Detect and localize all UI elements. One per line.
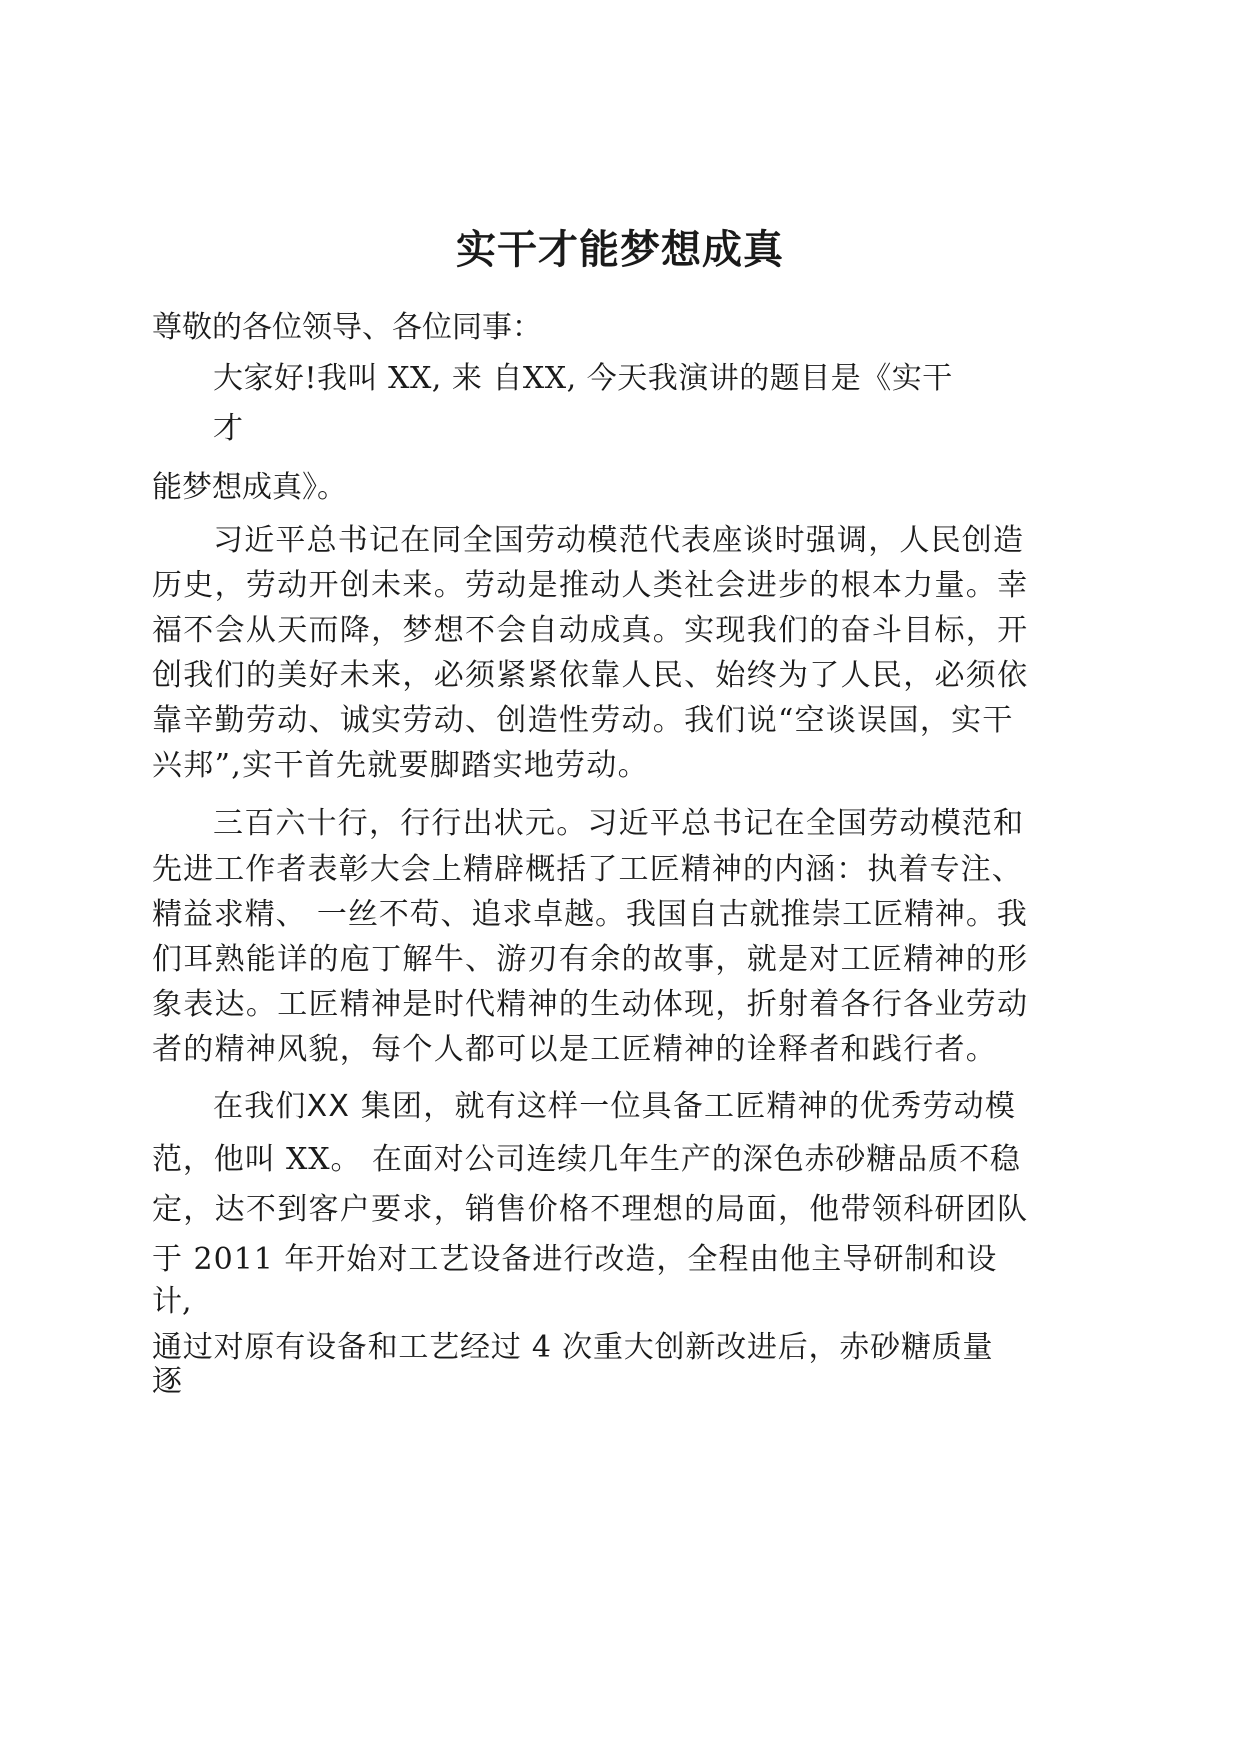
intro-line-2: 才 [213,411,243,446]
paragraph-4-text: 集团，就有这样一位具备工匠精神的优秀劳动模 [350,1089,1017,1124]
paragraph-2-line: 习近平总书记在同全国劳动模范代表座谈时强调，人民创造 [213,523,1025,558]
paragraph-4-line: 通过对原有设备和工艺经过 4 次重大创新改进后，赤砂糖质量 [152,1330,994,1365]
salutation: 尊敬的各位领导、各位同事： [152,310,542,345]
intro-line-3: 能梦想成真》。 [152,470,347,505]
paragraph-4-line: 范，他叫 XX。 在面对公司连续几年生产的深色赤砂糖品质不稳 [152,1142,1021,1177]
paragraph-4-line: 定，达不到客户要求，销售价格不理想的局面，他带领科研团队 [152,1192,1029,1227]
paragraph-3-line: 精益求精、 一丝不苟、追求卓越。我国自古就推崇工匠精神。我 [152,897,1028,932]
paragraph-4-line: 于 2011 年开始对工艺设备进行改造，全程由他主导研制和设 [152,1242,998,1277]
paragraph-4-line: 逐 [152,1364,182,1399]
paragraph-2-line: 兴邦”,实干首先就要脚踏实地劳动。 [152,748,649,783]
paragraph-2-line: 创我们的美好未来，必须紧紧依靠人民、始终为了人民，必须依 [152,658,1029,693]
paragraph-2-line: 福不会从天而降，梦想不会自动成真。实现我们的奋斗目标，开 [152,613,1029,648]
intro-line-1: 大家好!我叫 XX, 来 自XX, 今天我演讲的题目是《实干 [213,361,953,396]
paragraph-2-line: 历史，劳动开创未来。劳动是推动人类社会进步的根本力量。幸 [152,568,1029,603]
document-title: 实干才能梦想成真 [456,227,784,273]
paragraph-3-line: 者的精神风貌，每个人都可以是工匠精神的诠释者和践行者。 [152,1032,998,1067]
paragraph-3-line: 先进工作者表彰大会上精辟概括了工匠精神的内涵：执着专注、 [152,852,1023,887]
paragraph-3-line: 三百六十行，行行出状元。习近平总书记在全国劳动模范和 [213,806,1025,841]
paragraph-2-line: 靠辛勤劳动、诚实劳动、创造性劳动。我们说“空谈误国，实干 [152,703,1014,738]
paragraph-3-line: 们耳熟能详的庖丁解牛、游刃有余的故事，就是对工匠精神的形 [152,942,1029,977]
paragraph-4-text: 在我们 [213,1089,307,1124]
paragraph-4-line: 计, [152,1284,192,1319]
paragraph-4-company: XX [306,1089,351,1124]
paragraph-4-line-1 [213,1087,1016,1127]
paragraph-3-line: 象表达。工匠精神是时代精神的生动体现，折射着各行各业劳动 [152,987,1029,1022]
